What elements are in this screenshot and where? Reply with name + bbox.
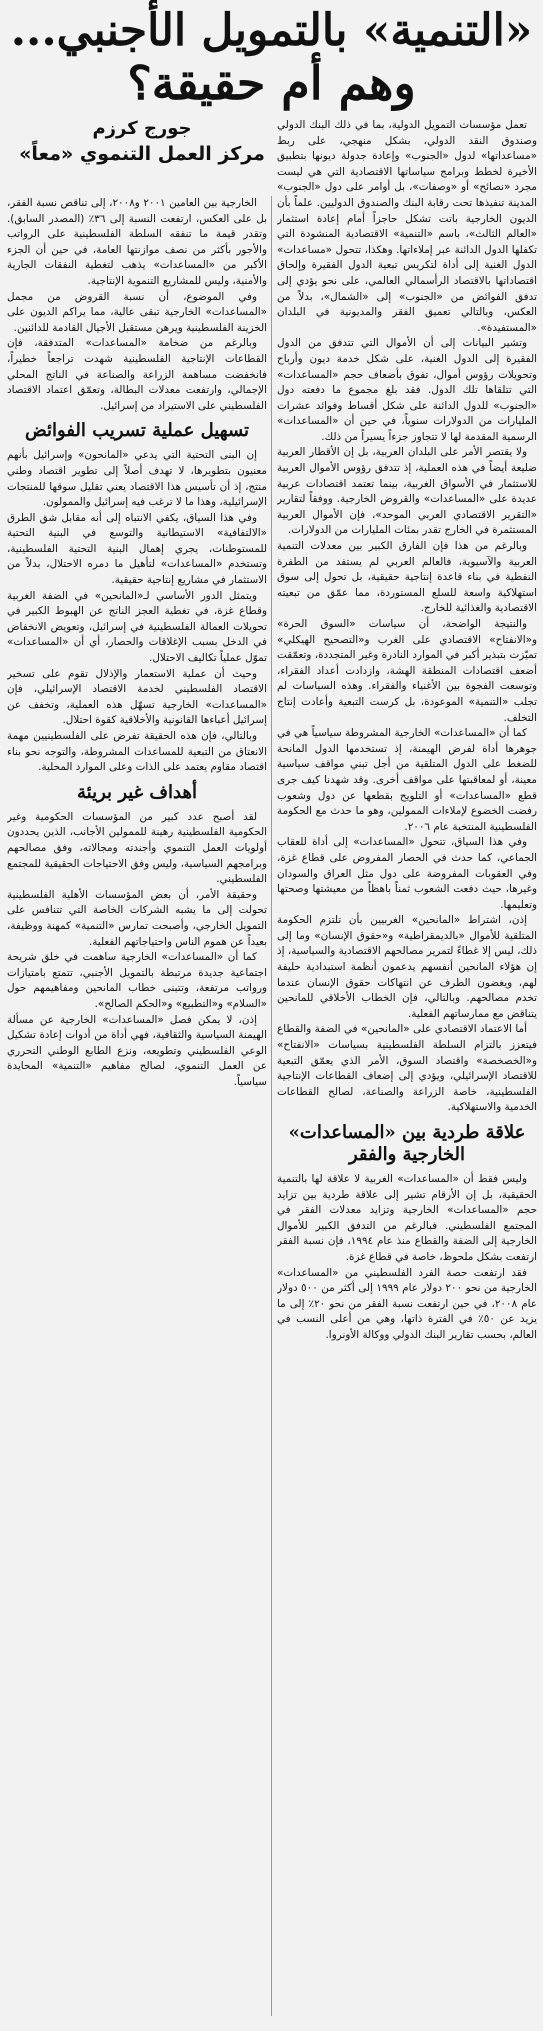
paragraph: وفي هذا السياق، يكفي الانتباه إلى أنه مقابل شق الطرق «الالتفافية» الاستيطانية والتوسع في البنية التحتية للمستوطنات، يجري إهمال البنية التحتية الفلسطينية، وتستخدم «المساعدات» لتأهيل ما دمره الاحتلال، بدلاً من الاستثمار في مشاريع إنتاجية حقيقية. (7, 511, 267, 587)
subheading-non-innocent-goals: أهداف غير بريئة (77, 781, 197, 803)
paragraph: إن البنى التحتية التي يدعي «المانحون» وإسرائيل بأنهم معنيون بتطويرها، لا تهدف أصلاً إلى تطوير اقتصاد وطني منتج، إذ أن تأسيس هذا الاقتصاد يعني تقليل سوقها للمنتجات الإسرائيلية، وهذا ما لا ترغب فيه إسرائيل والممولون. (7, 449, 267, 509)
article-columns (6, 118, 537, 2025)
paragraph: وحيث أن عملية الاستعمار والإذلال تقوم على تسخير الاقتصاد الفلسطيني لخدمة الاقتصاد الإسرائيلي، فإن «المساعدات» الخارجية تسهّل هذه العملية، وتخفف عن إسرائيل أعباءها القانونية والأخلاقية كقوة احتلال. (7, 667, 267, 727)
paragraph: ولا يقتصر الأمر على البلدان العربية، بل إن الأقطار العربية ضليعة أيضاً في هذه العملية، إذ تتدفق رؤوس الأموال العربية للاستثمار في الأسواق الغربية، بينما تعتمد اقتصادات عربية عديدة على «المساعدات» والقروض الخارجية. ووفقاً لتقارير «التقرير الاقتصادي العربي الموحد»، فإن الأموال العربية المستثمرة في الخارج تقدر بمئات المليارات من الدولارات. (277, 446, 537, 537)
subheading-surplus-leakage: تسهيل عملية تسريب الفوائض (24, 420, 250, 442)
paragraph: أما الاعتماد الاقتصادي على «المانحين» في الضفة والقطاع فيتعزز بالتزام السلطة الفلسطينية بسياسات «الانفتاح» و«الخصخصة» واقتصاد السوق، الأمر الذي يعمّق التبعية للاقتصاد الإسرائيلي، ويؤدي إلى إضعاف القطاعات الإنتاجية الفلسطينية، خاصة الزراعة والصناعة، لصالح القطاعات الخدمية والاستهلاكية. (277, 1023, 537, 1114)
paragraph: تعمل مؤسسات التمويل الدولية، بما في ذلك البنك الدولي وصندوق النقد الدولي، بشكل منهجي، على ربط «مساعداتها» لدول «الجنوب» وإعادة جدولة ديونها بتطبيق الأخيرة لخطط وبرامج سياساتها الاقتصادية التي هي ليست مجرد «نصائح» أو «وصفات»، بل أوامر على دول «الجنوب» المدينة تنفيذها تحت رقابة البنك والصندوق الدوليين. علماً بأن الديون الخارجية باتت تشكل حاجزاً أمام إعادة استثمار «العالم الثالث»، باسم «التنمية» الاقتصادية المنشودة التي تكفلها الدول الدائنة عبر إملاءاتها. وهكذا، تتحول «مساعدات» الدول الغنية إلى أداة لتكريس تبعية الدول الفقيرة وإلحاق اقتصاداتها بالاقتصاد الرأسمالي العالمي، على نحو يؤدي إلى تدفق الفوائض من «الجنوب» إلى «الشمال»، بدلاً من العكس، وبالتالي تعميق الفقر والمديونية في البلدان «المستفيدة». (277, 119, 537, 334)
subheading-aid-poverty: علاقة طردية بين «المساعدات» الخارجية والفقر (288, 1122, 526, 1165)
paragraph: إذن، لا يمكن فصل «المساعدات» الخارجية عن مسألة الهيمنة السياسية والثقافية، فهي أداة من أدوات إعادة تشكيل الوعي الفلسطيني وتطويعه، ونزع الطابع الوطني التحرري عن العمل التنموي، لصالح مفاهيم «التنمية» المحايدة سياسياً. (7, 1013, 267, 1088)
headline-line-1: «التنمية» بالتمويل الأجنبي... (10, 5, 533, 56)
paragraph: وبالتالي، فإن هذه الحقيقة تفرض على الفلسطينيين مهمة الانعتاق من التبعية للمساعدات المشروطة، والتوجه نحو بناء اقتصاد مقاوم يعتمد على الذات وعلى الموارد المحلية. (7, 730, 267, 774)
paragraph: وحقيقة الأمر، أن بعض المؤسسات الأهلية الفلسطينية تحولت إلى ما يشبه الشركات الخاصة التي تتنافس على التمويل الخارجي، وأصبحت تمارس «التنمية» كمهنة ووظيفة، بعيداً عن هموم الناس واحتياجاتهم الفعلية. (7, 888, 267, 948)
author-organization: مركز العمل التنموي «معاً» (19, 143, 265, 165)
paragraph: وفي هذا السياق، تتحول «المساعدات» إلى أداة للعقاب الجماعي، كما حدث في الحصار المفروض على قطاع غزة، وفي العقوبات المفروضة على دول مثل العراق والسودان وغيرها، حيث دفعت الشعوب ثمناً باهظاً من معيشتها وصحتها وتعليمها. (277, 836, 537, 911)
article-headline (6, 6, 537, 109)
paragraph: فقد ارتفعت حصة الفرد الفلسطيني من «المساعدات» الخارجية من نحو ٢٠٠ دولار عام ١٩٩٩ إلى أكثر من ٥٠٠ دولار عام ٢٠٠٨، في حين ارتفعت نسبة الفقر من نحو ٢٠٪ إلى ما يزيد عن ٥٠٪ في الفترة ذاتها، وهي من أعلى النسب في العالم، بحسب تقارير البنك الدولي ووكالة الأونروا. (277, 1266, 537, 1341)
paragraph: والنتيجة الواضحة، أن سياسات «السوق الحرة» و«الانفتاح» الاقتصادي على الغرب و«التصحيح الهيكلي» تميّزت بتبذير أكبر في الموارد النادرة وغير المتجددة، وتعمّقت أضعف اقتصادات المنطقة الهشة، وازدادت أعداد الفقراء، وتوسعت الفجوة بين الأغنياء والفقراء. وهذه السياسات لم تجلب «التنمية» الموعودة، بل كرست التبعية وأعادت إنتاج التخلف. (277, 618, 537, 724)
paragraph: الخارجية بين العامين ٢٠٠١ و٢٠٠٨، إلى تناقص نسبة الفقر، بل على العكس، ارتفعت النسبة إلى ٣٦٪ (المصدر السابق). وتقدر قيمة ما تنفقه السلطة الفلسطينية على الرواتب والأجور بأكثر من نصف موازنتها العامة، في حين أن الجزء الأكبر من «المساعدات» يذهب لتغطية النفقات الجارية والأمنية، وليس للمشاريع التنموية الإنتاجية. (7, 197, 267, 287)
headline-line-2: وهم أم حقيقة؟ (127, 55, 416, 110)
paragraph: وبالرغم من ضخامة «المساعدات» المتدفقة، فإن القطاعات الإنتاجية الفلسطينية شهدت تراجعاً خطيراً، فانخفضت مساهمة الزراعة والصناعة في الناتج المحلي الإجمالي، وارتفعت معدلات البطالة، وتعمّق اعتماد الاقتصاد الفلسطيني على الاستيراد من إسرائيل. (7, 337, 267, 412)
paragraph: إذن، اشتراط «المانحين» الغربيين بأن تلتزم الحكومة المتلقية للأموال «بالديمقراطية» و«حقوق الإنسان» وما إلى ذلك، ليس إلا غطاءً لتمرير مصالحهم الاقتصادية والسياسية، إذ إن هؤلاء المانحين أنفسهم يدعمون أنظمة استبدادية حليفة لهم، ويغضون الطرف عن انتهاكات حقوق الإنسان عندما تخدم مصالحهم. وبالتالي، فإن الخطاب الأخلاقي للمانحين يتناقض مع ممارساتهم الفعلية. (277, 914, 537, 1020)
paragraph: وليس فقط أن «المساعدات» الغربية لا علاقة لها بالتنمية الحقيقية، بل إن الأرقام تشير إلى علاقة طردية بين تزايد حجم «المساعدات» الخارجية وتزايد معدلات الفقر في المجتمع الفلسطيني. فبالرغم من التدفق الكبير للأموال الخارجية إلى الضفة والقطاع منذ عام ١٩٩٤، فإن نسبة الفقر ارتفعت بشكل ملحوظ، خاصة في قطاع غزة. (277, 1173, 537, 1263)
paragraph: وبالرغم من هذا فإن الفارق الكبير بين معدلات التنمية العربية والآسيوية، فالعالم العربي لم يستفد من الطفرة النفطية في بناء قاعدة إنتاجية حقيقية، بل تحول إلى سوق استهلاكية واسعة للسلع المستوردة، مما عمّق من تبعيته الاقتصادية والغذائية للخارج. (277, 540, 537, 615)
right-column (277, 118, 537, 2025)
paragraph: وتشير البيانات إلى أن الأموال التي تتدفق من الدول الفقيرة إلى الدول الغنية، على شكل خدمة ديون وأرباح وتحويلات رؤوس أموال، تفوق بأضعاف حجم «المساعدات» التي تتلقاها تلك الدول. فقد بلغ مجموع ما دفعته دول «الجنوب» للدول الدائنة على شكل أقساط وفوائد عشرات المليارات من الدولارات سنوياً، في حين أن «المساعدات» الرسمية المقدمة لها لا تتجاوز جزءاً يسيراً من ذلك. (277, 337, 537, 443)
paragraph: لقد أصبح عدد كبير من المؤسسات الحكومية وغير الحكومية الفلسطينية رهينة للممولين الأجانب، الذين يحددون أولويات العمل التنموي وأجندته ومجالاته، وفق مصالحهم وبرامجهم السياسية، وليس وفق الاحتياجات الحقيقية للمجتمع الفلسطيني. (7, 810, 267, 886)
paragraph: كما أن «المساعدات» الخارجية المشروطة سياسياً هي في جوهرها أداة لفرض الهيمنة، إذ تستخدمها الدول المانحة للضغط على الدول المتلقية من أجل تبني مواقف سياسية معينة، أو لمعاقبتها على مواقف أخرى. وقد شهدنا كيف جرى قطع «المساعدات» أو التلويح بقطعها عن دول وشعوب رفضت الخضوع لإملاءات الممولين، وهو ما حدث مع الحكومة الفلسطينية المنتخبة عام ٢٠٠٦. (277, 727, 537, 833)
paragraph: كما أن «المساعدات» الخارجية ساهمت في خلق شريحة اجتماعية جديدة مرتبطة بالتمويل الأجنبي، تتمتع بامتيازات ورواتب مرتفعة، وتتبنى خطاب المانحين ومفاهيمهم حول «السلام» و«التطبيع» و«الحكم الصالح». (7, 951, 267, 1010)
paragraph: وفي الموضوع، أن نسبة القروض من مجمل «المساعدات» الخارجية تبقى عالية، مما يراكم الديون على الخزينة الفلسطينية ويرهن مستقبل الأجيال القادمة للدائنين. (7, 290, 267, 334)
paragraph: ويتمثل الدور الأساسي لـ«المانحين» في الضفة الغربية وقطاع غزة، في تغطية العجز الناتج عن الهبوط الكبير في تحويلات العمالة الفلسطينية في إسرائيل، وتعويض الانخفاض في الدخل بسبب الإغلاقات والحصار، أي أن «المساعدات» تموّل عملياً تكاليف الاحتلال. (7, 589, 267, 665)
author-name: جورج كرزم (92, 118, 192, 139)
left-column (7, 118, 267, 2025)
